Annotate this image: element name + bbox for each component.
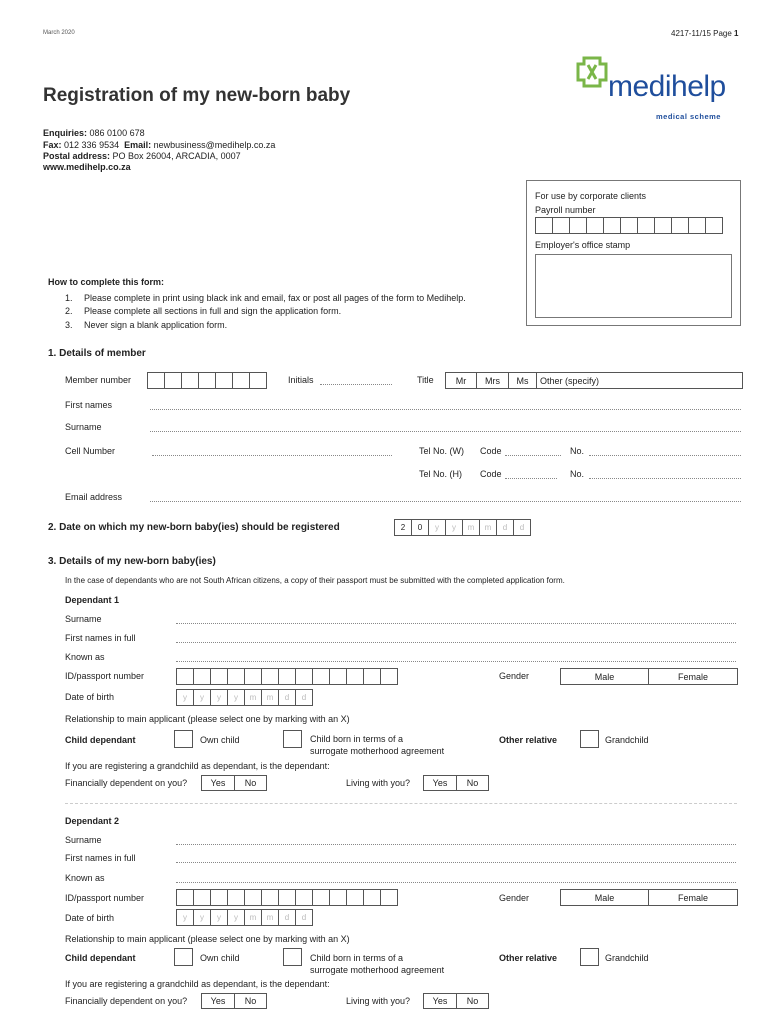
corporate-box [526,180,741,326]
dep1-gender-female[interactable]: Female [677,671,708,682]
logo-tagline: medical scheme [656,112,721,121]
title-label: Title [417,375,434,385]
dep1-dob-input[interactable]: y y y y m m d d [176,689,312,706]
surname-label: Surname [65,422,102,432]
registration-date-input[interactable] [394,519,530,536]
dep1-grandchild-checkbox[interactable] [580,730,599,748]
how-text-1: Please complete in print using black ink and email, fax or post all pages of the form to Medihelp. [84,293,466,303]
dep2-surrogate-label-1: Child born in terms of a [310,953,404,963]
cross-logo-icon [574,56,610,88]
dep2-grandchild-question: If you are registering a grandchild as dependant, is the dependant: [65,979,330,989]
cell-label: Cell Number [65,446,116,456]
date-digit-3[interactable]: y [428,519,446,536]
dep2-first-names-label: First names in full [65,853,136,863]
dep2-gender-female[interactable]: Female [677,892,708,903]
dep2-gender-options[interactable] [560,889,738,906]
how-text-2: Please complete all sections in full and sign the application form. [84,306,342,316]
tel-w-code-label: Code [480,446,502,456]
dep2-surrogate-label-2: surrogate motherhood agreement [310,965,445,975]
how-num-1: 1. [65,293,73,303]
dep2-first-names-field[interactable] [176,862,736,863]
stamp-area[interactable] [535,254,732,318]
dep2-surname-label: Surname [65,835,102,845]
stamp-label: Employer's office stamp [535,240,631,250]
member-number-label: Member number [65,375,132,385]
dep1-living-options[interactable] [423,775,489,791]
dep2-own-child-label: Own child [200,953,240,963]
section-1-title: 1. Details of member [48,348,146,359]
dep1-first-names-label: First names in full [65,633,136,643]
dep2-other-relative-label: Other relative [499,953,558,963]
how-title: How to complete this form: [48,277,165,287]
tel-w-no-field[interactable] [589,455,741,456]
dep1-relationship-label: Relationship to main applicant (please select one by marking with an X) [65,714,350,724]
payroll-number-input[interactable] [535,217,722,234]
contact-fax: Fax: 012 336 9534 Email: newbusiness@medihelp.co.za [43,140,276,150]
how-num-3: 3. [65,320,73,330]
dep2-living-label: Living with you? [346,996,411,1006]
dep1-own-child-label: Own child [200,735,240,745]
dep2-dob-input[interactable]: y y y y m m d d [176,909,312,926]
dep1-own-child-checkbox[interactable] [174,730,193,748]
dep2-relationship-label: Relationship to main applicant (please select one by marking with an X) [65,934,350,944]
contact-web: www.medihelp.co.za [43,162,131,172]
dep1-dob-label: Date of birth [65,692,115,702]
dep2-financial-options[interactable] [201,993,267,1009]
tel-w-no-label: No. [570,446,585,456]
date-digit-4[interactable]: y [445,519,463,536]
dep1-id-input[interactable] [176,668,397,685]
dep2-living-options[interactable] [423,993,489,1009]
dep2-financial-no[interactable]: No [244,996,257,1006]
dep2-financial-label: Financially dependent on you? [65,996,188,1006]
dep2-living-yes[interactable]: Yes [424,994,457,1008]
dep1-child-dependant-label: Child dependant [65,735,136,745]
dep1-living-yes[interactable]: Yes [424,776,457,790]
tel-h-no-label: No. [570,469,585,479]
dependant-2-title: Dependant 2 [65,816,120,826]
dep1-surrogate-label-2: surrogate motherhood agreement [310,746,445,756]
member-number-input[interactable] [147,372,266,389]
contact-enquiries: Enquiries: 086 0100 678 [43,128,145,138]
tel-h-label: Tel No. (H) [419,469,463,479]
dep1-financial-options[interactable] [201,775,267,791]
dep1-financial-no[interactable]: No [244,778,257,788]
dep1-known-as-label: Known as [65,652,105,662]
dep1-surrogate-checkbox[interactable] [283,730,302,748]
email-label: Email address [65,492,123,502]
dep2-child-dependant-label: Child dependant [65,953,136,963]
dep2-own-child-checkbox[interactable] [174,948,193,966]
dep2-id-label: ID/passport number [65,893,145,903]
dep1-surrogate-label-1: Child born in terms of a [310,734,404,744]
dep1-grandchild-label: Grandchild [605,735,649,745]
initials-label: Initials [288,375,314,385]
email-field[interactable] [150,501,741,502]
dep2-dob-label: Date of birth [65,913,115,923]
dep2-gender-label: Gender [499,893,530,903]
cell-field[interactable] [152,455,392,456]
first-names-label: First names [65,400,113,410]
dep1-financial-yes[interactable]: Yes [202,776,235,790]
dep2-gender-male[interactable]: Male [561,890,649,905]
dependant-1-title: Dependant 1 [65,595,120,605]
title-ms[interactable]: Ms [509,373,537,388]
title-other[interactable]: Other (specify) [540,375,600,386]
dep1-living-label: Living with you? [346,778,411,788]
form-date: March 2020 [43,30,75,36]
dep2-grandchild-label: Grandchild [605,953,649,963]
title-mr[interactable]: Mr [446,373,477,388]
section-2-title: 2. Date on which my new-born baby(ies) should be registered [48,522,340,533]
dep1-known-as-field[interactable] [176,661,736,662]
dep1-gender-male[interactable]: Male [561,669,649,684]
date-digit-7[interactable]: d [496,519,514,536]
first-names-field[interactable] [150,409,741,410]
section-3-title: 3. Details of my new-born baby(ies) [48,556,216,567]
page-title: Registration of my new-born baby [43,85,351,106]
contact-postal: Postal address: PO Box 26004, ARCADIA, 0007 [43,151,241,161]
dep1-surname-field[interactable] [176,623,736,624]
dep1-grandchild-question: If you are registering a grandchild as dependant, is the dependant: [65,761,330,771]
medihelp-logo [574,56,744,126]
tel-h-code-label: Code [480,469,502,479]
tel-w-code-field[interactable] [505,455,561,456]
date-digit-8[interactable]: d [513,519,531,536]
dep2-id-input[interactable] [176,889,397,906]
surname-field[interactable] [150,431,741,432]
dep2-financial-yes[interactable]: Yes [202,994,235,1008]
dep2-surname-field[interactable] [176,844,736,845]
how-text-3: Never sign a blank application form. [84,320,228,330]
dep2-living-no[interactable]: No [466,996,479,1006]
dep1-id-label: ID/passport number [65,671,145,681]
dep1-living-no[interactable]: No [466,778,479,788]
form-ref: 4217-11/15 Page 1 [671,29,739,38]
dep2-known-as-label: Known as [65,873,105,883]
logo-text: medihelp [608,70,726,103]
section-3-note: In the case of dependants who are not South African citizens, a copy of their passport must be submitted with the completed application form. [65,576,565,585]
dep2-surrogate-checkbox[interactable] [283,948,302,966]
date-digit-6[interactable]: m [479,519,497,536]
date-digit-5[interactable]: m [462,519,480,536]
dep2-grandchild-checkbox[interactable] [580,948,599,966]
dependant-divider [65,803,737,804]
tel-w-label: Tel No. (W) [419,446,464,456]
initials-field[interactable] [320,384,392,385]
corporate-title: For use by corporate clients [535,191,647,201]
date-digit-1[interactable]: 2 [394,519,412,536]
dep2-known-as-field[interactable] [176,882,736,883]
title-mrs[interactable]: Mrs [477,373,509,388]
dep1-gender-label: Gender [499,671,530,681]
dep1-financial-label: Financially dependent on you? [65,778,188,788]
dep1-surname-label: Surname [65,614,102,624]
dep1-first-names-field[interactable] [176,642,736,643]
dep1-other-relative-label: Other relative [499,735,558,745]
how-num-2: 2. [65,306,73,316]
title-options[interactable] [445,372,743,389]
tel-h-code-field[interactable] [505,478,557,479]
date-digit-2[interactable]: 0 [411,519,429,536]
payroll-label: Payroll number [535,205,596,215]
tel-h-no-field[interactable] [589,478,741,479]
dep1-gender-options[interactable] [560,668,738,685]
